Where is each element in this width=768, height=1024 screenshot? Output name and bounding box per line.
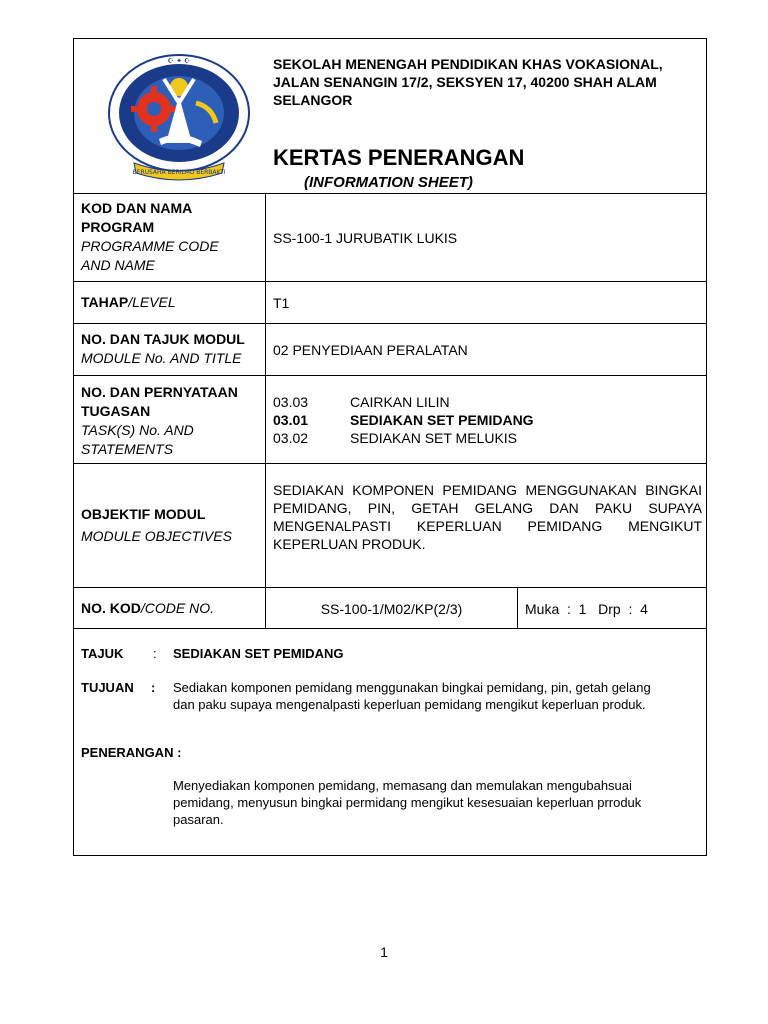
task-item: [273, 411, 534, 429]
tajuk-label: TAJUK: [81, 646, 124, 661]
task-text: SEDIAKAN SET MELUKIS: [350, 430, 518, 446]
school-address: [273, 55, 703, 109]
column-divider: [265, 193, 266, 628]
module-value: 02 PENYEDIAAN PERALATAN: [273, 342, 468, 358]
label-text: NO. DAN PERNYATAAN: [81, 384, 238, 400]
school-crest-icon: [104, 51, 254, 186]
task-item: [273, 393, 534, 411]
text-line: pemidang, menyusun bingkai permidang mengikut kesesuaian keperluan prroduk: [173, 795, 642, 810]
tujuan-text: [173, 679, 703, 713]
task-text: SEDIAKAN SET PEMIDANG: [350, 412, 534, 428]
task-list: [273, 393, 534, 447]
text-line: dan paku supaya mengenalpasti keperluan pemidang mengikut keperluan produk.: [173, 697, 646, 712]
label-text: OBJEKTIF MODUL: [81, 506, 206, 522]
tajuk-colon: :: [153, 646, 157, 661]
label-text: MODULE No. AND TITLE: [81, 350, 242, 366]
label-text: NO. KOD: [81, 600, 141, 616]
logo-motto: BERUSAHA BERILMU BERBAKTI: [132, 169, 226, 176]
label-text: MODULE OBJECTIVES: [81, 528, 232, 544]
tujuan-label: TUJUAN: [81, 680, 134, 695]
label-text: TASK(S) No. AND: [81, 422, 194, 438]
penerangan-label: PENERANGAN :: [81, 745, 182, 760]
task-text: CAIRKAN LILIN: [350, 394, 450, 410]
level-label: [81, 293, 176, 312]
label-text: TAHAP: [81, 294, 129, 310]
row-divider: [74, 375, 706, 376]
page-title: KERTAS PENERANGAN: [273, 145, 525, 170]
objective-value: SEDIAKAN KOMPONEN PEMIDANG MENGGUNAKAN BINGKAI PEMIDANG, PIN, GETAH GELANG DAN PAKU SUPAYA MENGENALPASTI KEPERLUAN PEMIDANG MENGIKUT KEPERLUAN PRODUK.: [273, 482, 702, 552]
program-value: SS-100-1 JURUBATIK LUKIS: [273, 230, 458, 246]
svg-text:☪ ✦ ☪: ☪ ✦ ☪: [167, 57, 191, 65]
module-label: [81, 330, 245, 368]
row-divider: [74, 193, 706, 194]
task-code: 03.02: [273, 430, 309, 446]
page-subtitle: (INFORMATION SHEET): [304, 174, 473, 191]
task-code: 03.03: [273, 394, 309, 410]
code-value: SS-100-1/M02/KP(2/3): [320, 601, 463, 617]
tasks-label: [81, 383, 261, 459]
penerangan-text: [173, 777, 703, 828]
tujuan-colon: :: [151, 680, 156, 695]
label-text: TUGASAN: [81, 403, 151, 419]
row-divider: [74, 587, 706, 588]
row-divider: [74, 323, 706, 324]
level-value: T1: [273, 295, 290, 311]
code-label: [81, 599, 214, 618]
school-logo: [104, 51, 254, 186]
label-text: STATEMENTS: [81, 441, 174, 457]
row-divider: [74, 628, 706, 629]
information-sheet-form: [73, 38, 707, 856]
label-text: NO. DAN TAJUK MODUL: [81, 331, 245, 347]
row-divider: [74, 281, 706, 282]
page-number: 1: [380, 944, 388, 960]
label-text: AND NAME: [81, 257, 155, 273]
school-name-line: SEKOLAH MENENGAH PENDIDIKAN KHAS VOKASIONAL,: [273, 56, 663, 72]
text-line: Sediakan komponen pemidang menggunakan bingkai pemidang, pin, getah gelang: [173, 680, 651, 695]
label-text: /CODE NO.: [140, 600, 215, 616]
column-divider: [517, 587, 518, 628]
objective-label: [81, 505, 232, 546]
row-divider: [74, 463, 706, 464]
label-text: PROGRAM: [81, 219, 155, 235]
tajuk-value: SEDIAKAN SET PEMIDANG: [173, 646, 344, 661]
task-code: 03.01: [273, 412, 309, 428]
page-info: Muka : 1 Drp : 4: [525, 601, 648, 617]
text-line: Menyediakan komponen pemidang, memasang dan memulakan mengubahsuai: [173, 778, 632, 793]
label-text: KOD DAN NAMA: [81, 200, 193, 216]
program-label: [81, 199, 261, 275]
text-line: pasaran.: [173, 812, 224, 827]
label-text: /LEVEL: [128, 294, 176, 310]
school-state-line: SELANGOR: [273, 92, 353, 108]
label-text: PROGRAMME CODE: [81, 238, 219, 254]
school-address-line: JALAN SENANGIN 17/2, SEKSYEN 17, 40200 SHAH ALAM: [273, 74, 657, 90]
task-item: [273, 429, 534, 447]
